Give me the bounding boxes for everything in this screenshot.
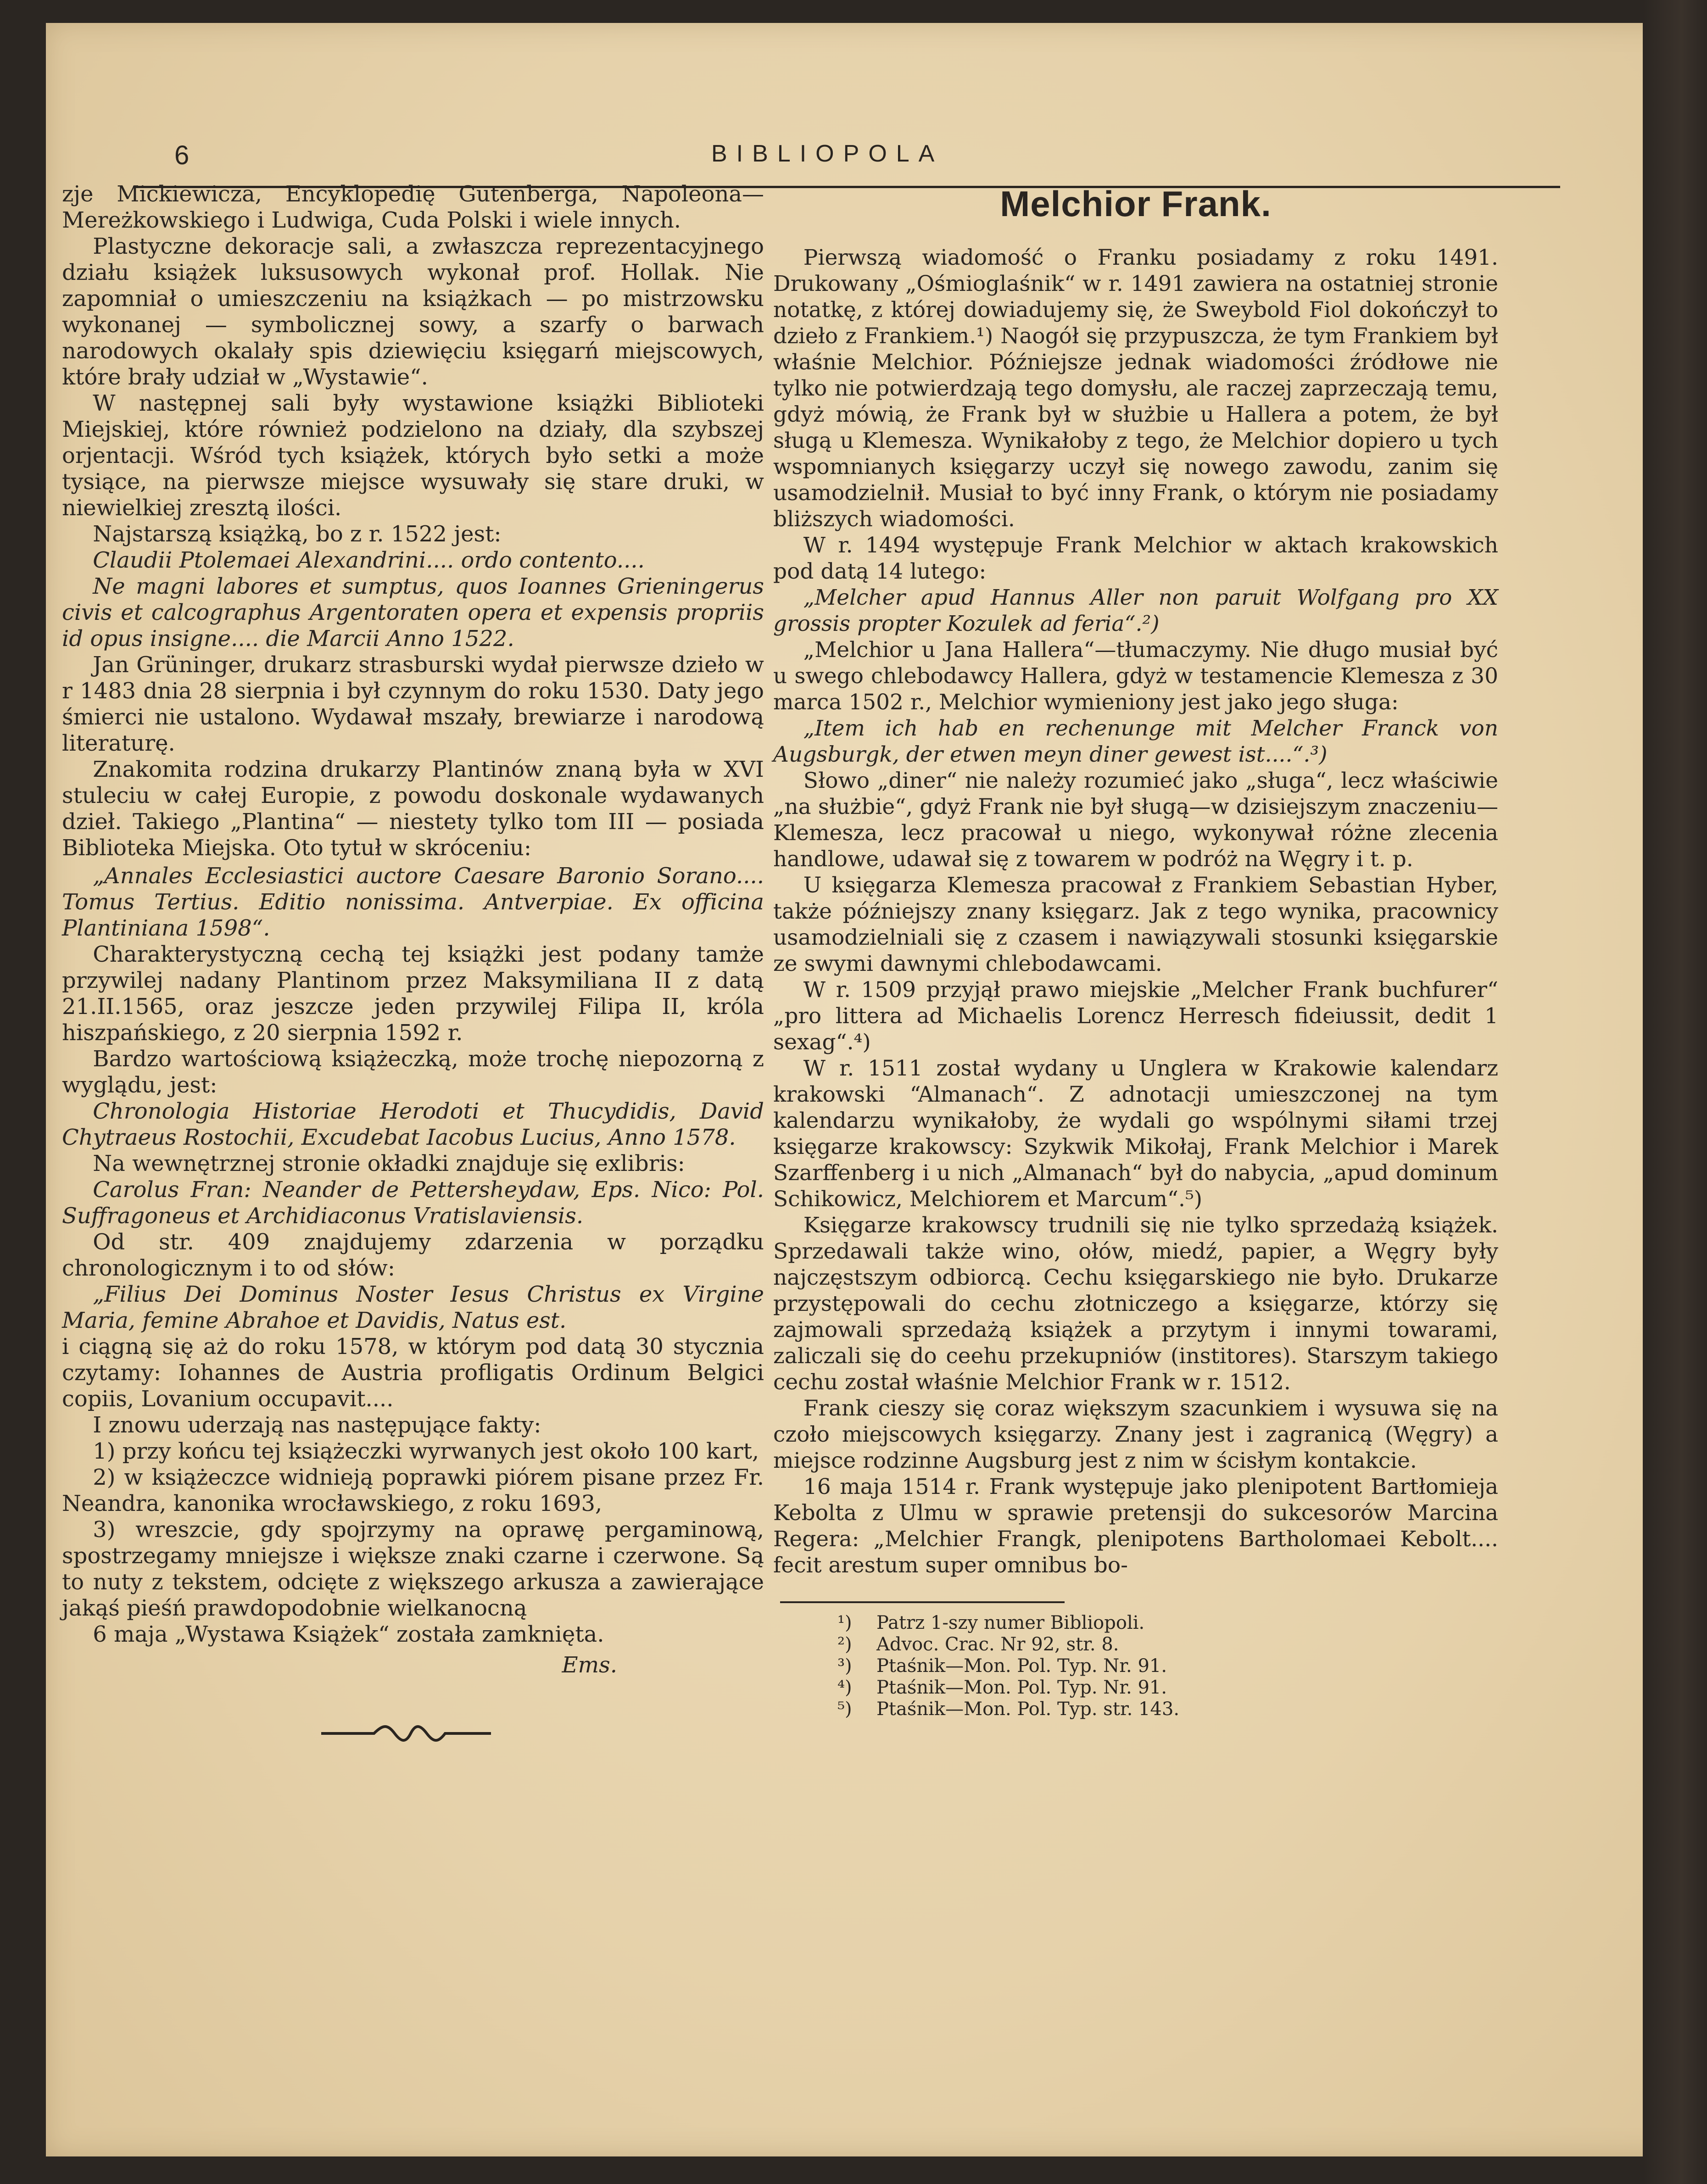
left-paragraph: Na wewnętrznej stronie okładki znajduje się exlibris: [93,1151,685,1176]
footnote-text: Ptaśnik—Mon. Pol. Typ. str. 143. [876,1699,1180,1720]
right-paragraph: „Melcher apud Hannus Aller non paruit Wolfgang pro XX grossis propter Kozulek ad feria“.²) [773,585,1498,636]
footnote-text: Patrz 1-szy numer Bibliopoli. [876,1612,1145,1633]
right-paragraph: Frank cieszy się coraz większym szacunkiem i wysuwa się na czoło miejscowych księgarzy. Znany jest i zagranicą (Węgry) a miejsce rodzinne Augsburg jest z nim w ścisłym kontakcie. [773,1396,1498,1473]
footnote-rule [780,1601,1065,1603]
left-paragraph: 3) wreszcie, gdy spojrzymy na oprawę pergaminową, spostrzegamy mniejsze i większe znaki czarne i czerwone. Są to nuty z tekstem, odcięte z większego arkusza a zawierające jakąś pieśń prawdopodobnie wielkanocną [62,1517,764,1621]
footnote [837,1655,1498,1677]
left-paragraph: Bardzo wartościową książeczką, może trochę niepozorną z wyglądu, jest: [62,1046,764,1098]
left-paragraph: „Annales Ecclesiastici auctore Caesare Baronio Sorano.... Tomus Tertius. Editio nonissima. Antverpiae. Ex officina Plantiniana 1598“. [62,863,764,941]
right-paragraph: 16 maja 1514 r. Frank występuje jako plenipotent Bartłomieja Kebolta z Ulmu w sprawie pretensji do sukcesorów Marcina Regera: „Melchier Frangk, plenipotens Bartholomaei Kebolt.... fecit arestum super omnibus bo- [773,1474,1498,1578]
right-paragraph: W r. 1509 przyjął prawo miejskie „Melcher Frank buchfurer“ „pro littera ad Michaelis Lorencz Herresch fideiussit, dedit 1 sexag“.⁴) [773,977,1498,1055]
footnote-mark: ³) [837,1655,852,1677]
footnote [837,1677,1498,1699]
article-title: Melchior Frank. [1000,184,1272,224]
running-head: BIBLIOPOLA [711,140,944,167]
footnote [837,1634,1498,1655]
left-paragraph: W następnej sali były wystawione książki Biblioteki Miejskiej, które również podzielono na działy, dla szybszej orjentacji. Wśród tych książek, których było setki a może tysiące, na pierwsze miejsce wysuwały się stare druki, w niewielkiej zresztą ilości. [62,390,764,521]
right-paragraph: „Melchior u Jana Hallera“—tłumaczymy. Nie długo musiał być u swego chlebodawcy Hallera, gdyż w testamencie Klemesza z 30 marca 1502 r., Melchior wymieniony jest jako jego sługa: [773,637,1498,715]
right-column [773,181,1498,1720]
footnote-mark: ¹) [837,1612,852,1633]
left-paragraph: Plastyczne dekoracje sali, a zwłaszcza reprezentacyjnego działu książek luksusowych wykonał prof. Hollak. Nie zapomniał o umieszczeniu na książkach — po mistrzowsku wykonanej — symbolicznej sowy, a szarfy o barwach narodowych okalały spis dziewięciu księgarń miejscowych, które brały udział w „Wystawie“. [62,234,764,390]
page-header [133,131,1560,188]
footnote-mark: ²) [837,1634,852,1655]
left-paragraph: 1) przy końcu tej książeczki wyrwanych jest około 100 kart, [93,1438,759,1464]
article-body [773,245,1498,1578]
left-paragraph: Znakomita rodzina drukarzy Plantinów znaną była w XVI stuleciu w całej Europie, z powodu doskonale wydawanych dzieł. Takiego „Plantina“ — niestety tylko tom III — posiada Biblioteka Miejska. Oto tytuł w skróceniu: [62,757,764,861]
left-paragraph: I znowu uderzają nas następujące fakty: [93,1412,541,1438]
footnote-mark: ⁴) [837,1677,852,1698]
right-paragraph: U księgarza Klemesza pracował z Frankiem Sebastian Hyber, także późniejszy znany księgarz. Jak z tego wynika, pracownicy usamodzielniali się z czasem i nawiązywali stosunki księgarskie ze swymi dawnymi chlebodawcami. [773,873,1498,976]
right-paragraph: Słowo „diner“ nie należy rozumieć jako „sługa“, lecz właściwie „na służbie“, gdyż Frank nie był sługą—w dzisiejszym znaczeniu—Klemesza, lecz pracował u niego, wykonywał różne zlecenia handlowe, udawał się z towarem w podróż na Węgry i t. p. [773,768,1498,872]
left-paragraph: Carolus Fran: Neander de Pettersheydaw, Eps. Nico: Pol. Suffragoneus et Archidiaconus Vratislaviensis. [62,1177,764,1229]
footnote-mark: ⁵) [837,1699,852,1720]
left-paragraph: Ne magni labores et sumptus, quos Ioannes Grieningerus civis et calcographus Argentoraten opera et expensis propriis id opus insigne.... die Marcii Anno 1522. [62,574,764,652]
right-paragraph: W r. 1511 został wydany u Unglera w Krakowie kalendarz krakowski “Almanach“. Z adnotacji umieszczonej na tym kalendarzu wynikałoby, że wydali go wspólnymi siłami trzej księgarze krakowscy: Szykwik Mikołaj, Frank Melchior i Marek Szarffenberg i u nich „Almanach“ był do nabycia, „apud dominum Schikowicz, Melchiorem et Marcum“.⁵) [773,1056,1498,1212]
right-paragraph: „Item ich hab en rechenunge mit Melcher Franck von Augsburgk, der etwen meyn diner gewest ist....“.³) [773,716,1498,767]
footnotes [837,1612,1498,1720]
right-paragraph: Księgarze krakowscy trudnili się nie tylko sprzedażą książek. Sprzedawali także wino, ołów, miedź, papier, a Węgry były najczęstszym odbiorcą. Cechu księgarskiego nie było. Drukarze przystępowali do cechu złotniczego a księgarze, którzy się zajmowali sprzedażą książek a przytym i innymi towarami, zaliczali się do ceehu przekupniów (institores). Starszym takiego cechu został właśnie Melchior Frank w r. 1512. [773,1213,1498,1395]
page-number: 6 [174,140,190,170]
right-paragraph: W r. 1494 występuje Frank Melchior w aktach krakowskich pod datą 14 lutego: [773,533,1498,584]
footnote-text: Ptaśnik—Mon. Pol. Typ. Nr. 91. [876,1655,1167,1677]
binding-edge [1643,0,1707,2184]
left-paragraph: Od str. 409 znajdujemy zdarzenia w porządku chronologicznym i to od słów: [62,1229,764,1281]
right-paragraph: Pierwszą wiadomość o Franku posiadamy z roku 1491. Drukowany „Ośmioglaśnik“ w r. 1491 zawiera na ostatniej stronie notatkę, z której dowiadujemy się, że Sweybold Fiol dokończył to dzieło z Frankiem.¹) Naogół się przypuszcza, że tym Frankiem był właśnie Melchior. Późniejsze jednak wiadomości źródłowe nie tylko nie potwierdzają tego domysłu, ale raczej zaprzeczają temu, gdyż mówią, że Frank był w służbie u Hallera a potem, że był sługą u Klemesza. Wynikałoby z tego, że Melchior dopiero u tych wspomnianych księgarzy uczył się nowego zawodu, zanim się usamodzielnił. Musiał to być inny Frank, o którym nie posiadamy bliższych wiadomości. [773,245,1498,532]
left-paragraph: 6 maja „Wystawa Książek“ została zamknięta. [93,1621,604,1647]
left-paragraph: zje Mickiewicza, Encyklopedię Gutenberga, Napoleona—Mereżkowskiego i Ludwiga, Cuda Polski i wiele innych. [62,181,764,233]
left-paragraph: Najstarszą książką, bo z r. 1522 jest: [93,521,502,547]
footnote-text: Ptaśnik—Mon. Pol. Typ. Nr. 91. [876,1677,1167,1698]
left-paragraph: Charakterystyczną cechą tej książki jest podany tamże przywilej nadany Plantinom przez Maksymiliana II z datą 21.II.1565, oraz jeszcze jeden przywilej Filipa II, króla hiszpańskiego, z 20 sierpnia 1592 r. [62,942,764,1046]
footnote [837,1612,1498,1634]
left-paragraph: i ciągną się aż do roku 1578, w którym pod datą 30 stycznia czytamy: Iohannes de Austria profligatis Ordinum Belgici copiis, Lovanium occupavit.... [62,1334,764,1412]
left-paragraph: Jan Grüninger, drukarz strasburski wydał pierwsze dzieło w r 1483 dnia 28 sierpnia i był czynnym do roku 1530. Daty jego śmierci nie ustalono. Wydawał mszały, brewiarze i narodową literaturę. [62,652,764,756]
left-paragraph: Claudii Ptolemaei Alexandrini.... ordo contento.... [93,547,645,573]
footnote-text: Advoc. Crac. Nr 92, str. 8. [876,1634,1119,1655]
author-signature: Ems. [562,1652,617,1678]
decorative-ornament [319,1720,493,1747]
footnote [837,1699,1498,1720]
left-column [62,181,764,1747]
left-paragraph: „Filius Dei Dominus Noster Iesus Christus ex Virgine Maria, femine Abrahoe et Davidis, Natus est. [62,1281,764,1333]
left-paragraph: Chronologia Historiae Herodoti et Thucydidis, David Chytraeus Rostochii, Excudebat Iacobus Lucius, Anno 1578. [62,1098,764,1150]
left-paragraph: 2) w książeczce widnieją poprawki piórem pisane przez Fr. Neandra, kanonika wrocławskiego, z roku 1693, [62,1465,764,1516]
